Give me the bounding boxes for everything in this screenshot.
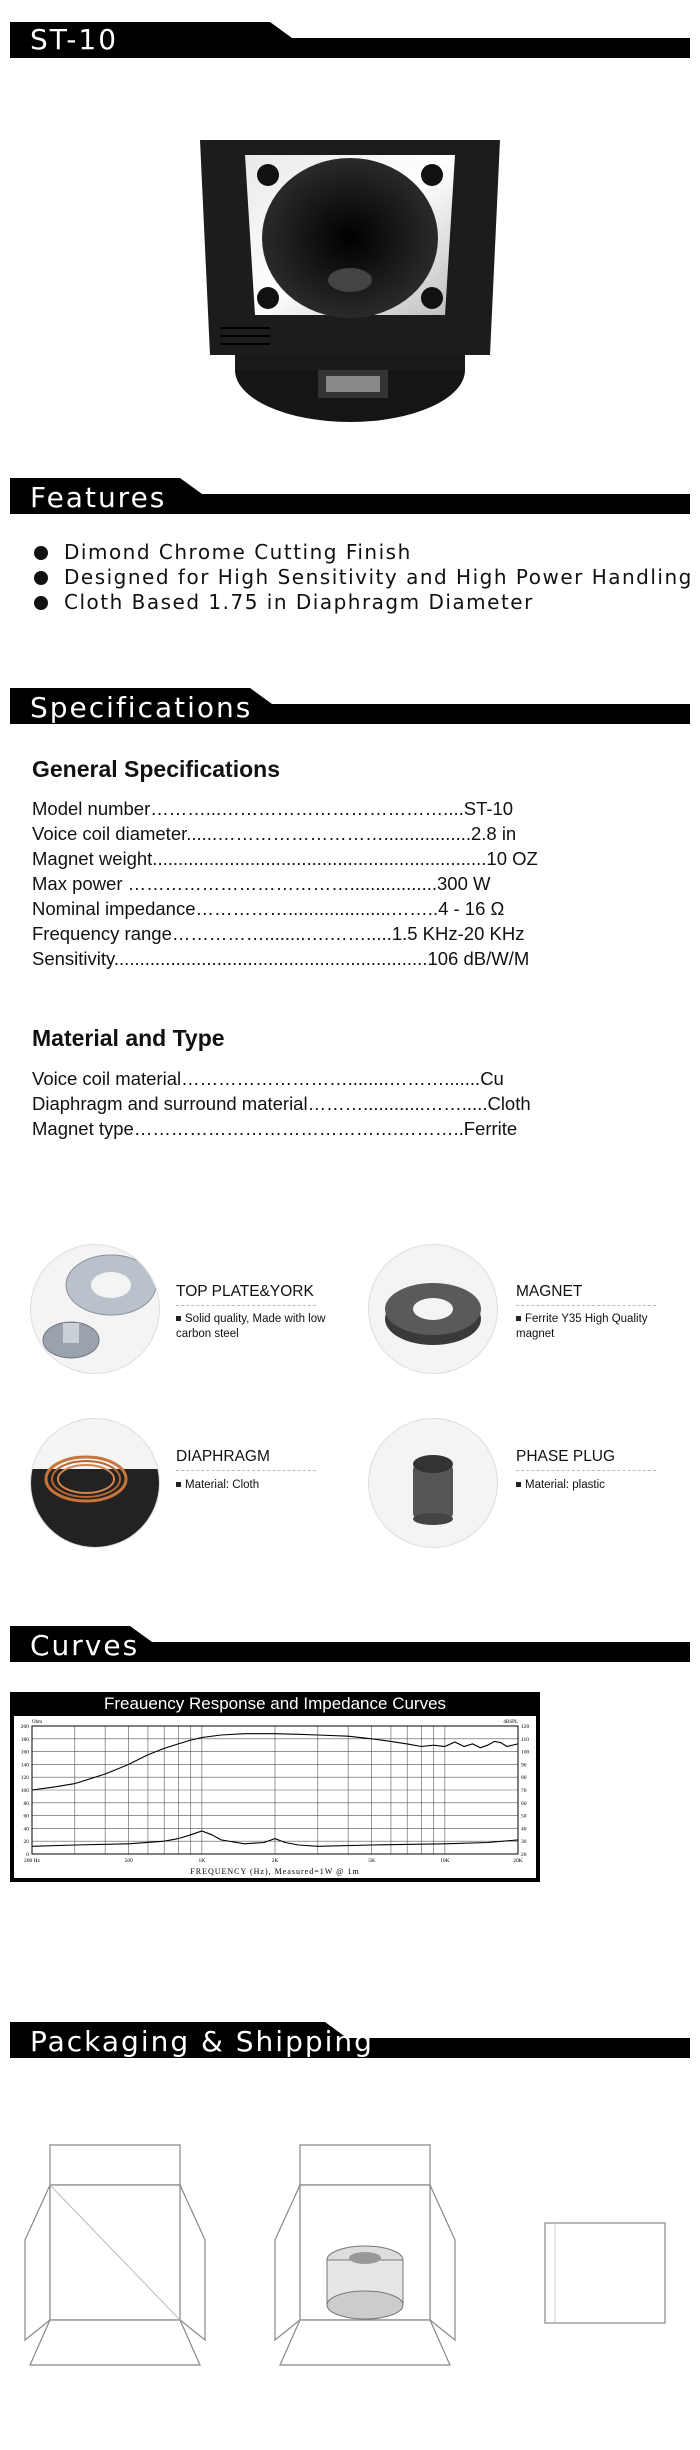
component-title: PHASE PLUG [516, 1448, 616, 1465]
left-axis-label: Ohm [32, 1720, 42, 1725]
closed-box-illustration [540, 2218, 670, 2328]
open-box-with-tweeter-illustration [270, 2140, 460, 2370]
material-type-list [32, 1066, 531, 1141]
spec-row: Magnet type…………………………………….………..Ferrite [32, 1118, 518, 1139]
y-tick-label-right: 110 [521, 1736, 530, 1743]
top-plate-york-image [30, 1244, 160, 1374]
bullet-icon [516, 1482, 521, 1487]
x-tick-label: 5K [368, 1858, 376, 1864]
spec-row: Voice coil diameter......……………………….................2.8 in [32, 823, 517, 844]
component-desc: Material: Cloth [176, 1478, 336, 1493]
divider [176, 1305, 316, 1306]
x-axis-label: FREQUENCY (Hz), Measured=1W @ 1m [190, 1867, 360, 1876]
spec-row: Nominal impedance……………....................……..4 - 16 Ω [32, 898, 505, 919]
y-tick-label-left: 20 [23, 1839, 29, 1846]
component-desc: Ferrite Y35 High Quality magnet [516, 1313, 648, 1340]
y-tick-label-right: 70 [521, 1788, 527, 1794]
curves-heading: Curves [30, 1629, 140, 1662]
y-tick-label-left: 120 [20, 1775, 29, 1782]
magnet-illustration [369, 1245, 497, 1373]
curves-header-bar [10, 1626, 690, 1662]
chart-title: Freauency Response and Impedance Curves [103, 1694, 447, 1713]
spec-row: Frequency range……………........….…….....1.5 KHz-20 KHz [32, 923, 525, 944]
feature-text: Designed for High Sensitivity and High Power Handling [64, 565, 693, 589]
phase-plug-illustration [369, 1419, 497, 1547]
feature-item [34, 590, 693, 615]
feature-item [34, 565, 693, 590]
y-tick-label-left: 180 [20, 1736, 29, 1743]
y-tick-label-right: 40 [521, 1826, 527, 1833]
y-tick-label-right: 100 [521, 1749, 530, 1756]
y-tick-label-left: 60 [23, 1813, 29, 1820]
open-box-empty-illustration [20, 2140, 210, 2370]
specifications-header-bar [10, 688, 690, 724]
model-title-bar [10, 22, 690, 58]
tweeter-product-image [190, 120, 510, 440]
y-tick-label-right: 30 [521, 1839, 527, 1846]
y-tick-label-right: 90 [521, 1762, 527, 1769]
spec-row: Magnet weight.................................................................10 OZ [32, 848, 538, 869]
magnet-image [368, 1244, 498, 1374]
packaging-heading: Packaging & Shipping [30, 2025, 374, 2058]
bullet-icon [516, 1316, 521, 1321]
y-tick-label-left: 80 [23, 1800, 29, 1807]
component-desc: Material: plastic [516, 1478, 676, 1493]
diaphragm-image [30, 1418, 160, 1548]
y-tick-label-right: 60 [521, 1800, 527, 1807]
divider [176, 1470, 316, 1471]
frequency-chart-frame [10, 1692, 540, 1882]
x-tick-label: 200 Hz [23, 1858, 41, 1864]
spec-row: Diaphragm and surround material………............…….....Cloth [32, 1093, 531, 1114]
y-tick-label-right: 20 [521, 1852, 527, 1858]
top-plate-illustration [31, 1245, 159, 1373]
general-specs-heading: General Specifications [32, 756, 280, 782]
y-tick-label-right: 80 [521, 1775, 527, 1782]
bullet-icon [176, 1316, 181, 1321]
bullet-icon [34, 571, 48, 585]
divider [516, 1305, 656, 1306]
y-tick-label-right: 120 [521, 1724, 530, 1730]
bullet-icon [34, 546, 48, 560]
general-specs-list [32, 796, 538, 971]
spec-row: Voice coil material………………………........……….......Cu [32, 1068, 504, 1089]
diaphragm-illustration [31, 1419, 159, 1547]
y-tick-label-right: 50 [521, 1813, 527, 1820]
divider [516, 1470, 656, 1471]
bullet-icon [176, 1482, 181, 1487]
bullet-icon [34, 596, 48, 610]
spec-row: Model number………...………………………………....ST-10 [32, 798, 514, 819]
component-title: TOP PLATE&YORK [176, 1283, 314, 1300]
feature-text: Dimond Chrome Cutting Finish [64, 540, 412, 564]
specifications-heading: Specifications [30, 691, 253, 724]
material-type-heading: Material and Type [32, 1025, 225, 1051]
y-tick-label-left: 140 [20, 1762, 29, 1769]
feature-item [34, 540, 693, 565]
x-tick-label: 10K [440, 1858, 450, 1864]
y-tick-label-left: 200 [20, 1724, 29, 1730]
x-tick-label: 1K [198, 1858, 206, 1864]
features-header-bar [10, 478, 690, 514]
x-tick-label: 2K [271, 1858, 279, 1864]
y-tick-label-left: 160 [20, 1749, 29, 1756]
features-list [34, 540, 693, 615]
y-tick-label-left: 0 [26, 1852, 29, 1858]
feature-text: Cloth Based 1.75 in Diaphragm Diameter [64, 590, 534, 614]
component-title: MAGNET [516, 1283, 583, 1300]
features-heading: Features [30, 481, 167, 514]
right-axis-label: dBSPL [503, 1720, 518, 1725]
component-desc: Solid quality, Made with low carbon steel [176, 1313, 326, 1340]
phase-plug-image [368, 1418, 498, 1548]
packaging-header-bar [10, 2022, 690, 2058]
y-tick-label-left: 100 [20, 1788, 29, 1794]
component-title: DIAPHRAGM [176, 1448, 270, 1465]
x-tick-label: 20K [513, 1858, 523, 1864]
x-tick-label: 500 [124, 1858, 133, 1864]
model-title: ST-10 [30, 23, 119, 56]
y-tick-label-left: 40 [23, 1826, 29, 1833]
spec-row: Max power ……………………………….................300 W [32, 873, 491, 894]
spec-row: Sensitivity.............................................................106 dB/W/M [32, 948, 530, 969]
frequency-chart [14, 1716, 536, 1878]
